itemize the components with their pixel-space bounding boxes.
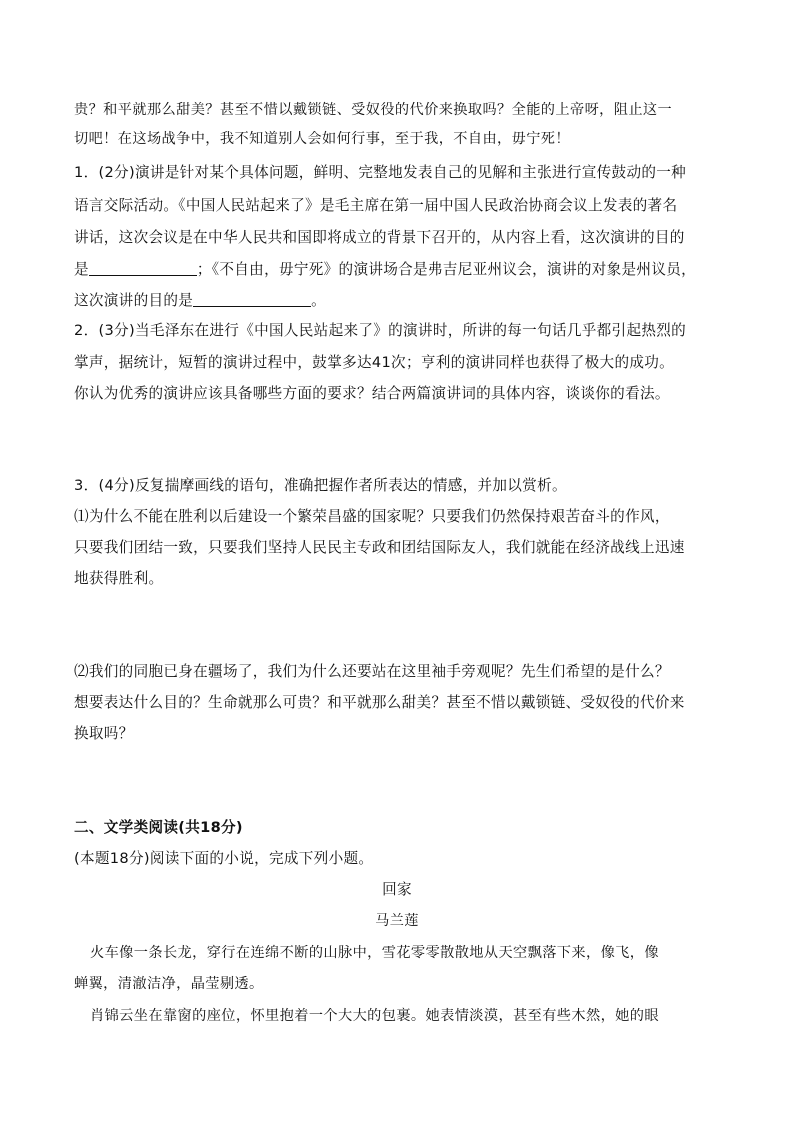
section-heading: 二、文学类阅读(共18分) <box>74 819 243 836</box>
section-instruction: (本题18分)阅读下面的小说，完成下列小题。 <box>74 850 374 867</box>
question-1-line: 讲话，这次会议是在中华人民共和国即将成立的背景下召开的，从内容上看，这次演讲的目的 <box>74 229 685 246</box>
answer-blank[interactable] <box>89 261 197 276</box>
passage-line: 贵？和平就那么甜美？甚至不惜以戴锁链、受奴役的代价来换取吗？全能的上帝呀，阻止这一 <box>74 102 673 118</box>
question-2-line: 你认为优秀的演讲应该具备哪些方面的要求？结合两篇演讲词的具体内容，谈谈你的看法。 <box>74 385 670 402</box>
question-1-line: 语言交际活动。《中国人民站起来了》是毛主席在第一届中国人民政治协商会议上发表的著名 <box>74 197 678 214</box>
story-paragraph: 火车像一条长龙，穿行在连绵不断的山脉中，雪花零零散散地从天空飘落下来，像飞，像 <box>90 945 659 961</box>
passage-line: 切吧！在这场战争中，我不知道别人会如何行事，至于我，不自由，毋宁死！ <box>74 131 570 147</box>
question-3-item-1: 地获得胜利。 <box>74 570 164 587</box>
question-3-item-2: ⑵我们的同胞已身在疆场了，我们为什么还要站在这里袖手旁观呢？先生们希望的是什么？ <box>74 663 670 680</box>
story-title: 回家 <box>382 881 412 898</box>
question-3-item-1: 只要我们团结一致，只要我们坚持人民民主专政和团结国际友人，我们就能在经济战线上迅速 <box>74 539 685 556</box>
question-3-line: 3．(4分)反复揣摩画线的语句，准确把握作者所表达的情感，并加以赏析。 <box>74 477 567 494</box>
story-paragraph: 蝉翼，清澈洁净，晶莹剔透。 <box>74 976 264 992</box>
question-1-text: ；《不自由，毋宁死》的演讲场合是弗吉尼亚州议会，演讲的对象是州议员， <box>196 261 696 278</box>
question-1-line <box>74 291 724 311</box>
question-2-line: 2．(3分)当毛泽东在进行《中国人民站起来了》的演讲时，所讲的每一句话几乎都引起热烈的 <box>74 322 687 339</box>
question-3-item-2: 换取吗？ <box>74 725 134 742</box>
question-3-item-1: ⑴为什么不能在胜利以后建设一个繁荣昌盛的国家呢？只要我们仍然保持艰苦奋斗的作风， <box>74 508 670 525</box>
question-1-text: 这次演讲的目的是 <box>74 292 194 309</box>
story-paragraph: 肖锦云坐在靠窗的座位，怀里抱着一个大大的包裹。她表情淡漠，甚至有些木然，她的眼 <box>90 1008 659 1024</box>
answer-blank[interactable] <box>193 292 311 307</box>
question-2-line: 掌声，据统计，短暂的演讲过程中，鼓掌多达41次；亨利的演讲同样也获得了极大的成功。 <box>74 354 675 371</box>
question-3-item-2: 想要表达什么目的？生命就那么可贵？和平就那么甜美？甚至不惜以戴锁链、受奴役的代价来 <box>74 694 685 711</box>
question-1-text: 。 <box>311 292 327 309</box>
story-author: 马兰莲 <box>375 913 419 929</box>
question-1-text: 是 <box>74 261 89 278</box>
question-1-line <box>74 260 724 280</box>
question-1-line: 1．(2分)演讲是针对某个具体问题，鲜明、完整地发表自己的见解和主张进行宣传鼓动的一种 <box>74 164 687 181</box>
